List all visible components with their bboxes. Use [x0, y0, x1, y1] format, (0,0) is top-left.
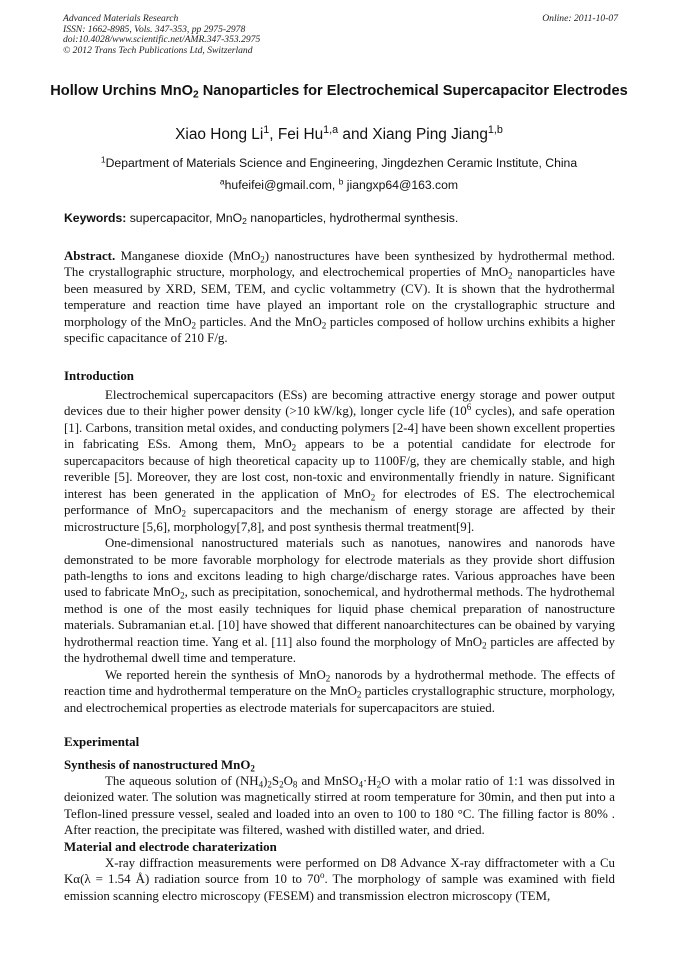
online-date: Online: 2011-10-07 — [542, 13, 618, 24]
characterization-body — [64, 855, 615, 904]
introduction-body — [64, 387, 615, 716]
intro-paragraph-1: Electrochemical supercapacitors (ESs) are becoming attractive energy storage and power output devices due to their higher power density (>10 kW/kg), longer cycle life ($10^6$ cycles), and safe operation [1]. Carbons, transition metal oxides, and conducting polymers [2-4] have been shown excellent properties in fabricating ESs. Among them, MnO$_2$ appears to be a potential candidate for electrode for supercapacitors because of high theoretical capacity up to 1100F/g, they are chemically stable, and high reverible [5]. Moreover, they are lost cost, non-toxic and environmentally friendly in nature. Significant interest has been generated in the application of MnO$_2$ for electrodes of ES. The electrochemical performance of MnO$_2$ supercapacitors and the mechanism of energy storage are affected by their microstructure [5,6], morphology[7,8], and post synthesis thermal treatment[9]. — [64, 388, 615, 534]
journal-name: Advanced Materials Research — [63, 13, 179, 24]
subsection-heading-synthesis: Synthesis of nanostructured MnO$_2$ — [64, 758, 255, 774]
copyright-line: © 2012 Trans Tech Publications Ltd, Switzerland — [63, 44, 253, 56]
synthesis-paragraph: The aqueous solution of $(NH_4)_2S_2O_8$ and $MnSO_4\cdot H_2O$ with a molar ratio of 1:1 was dissolved in deionized water. The solution was magnetically stirred at room temperature for 30min, and then put into a Teflon-lined pressure vessel, sealed and loaded into an oven to 100 to 180 °C. The filling factor is 80% . After reaction, the precipitate was filtered, washed with distilled water, and dried. — [64, 774, 616, 838]
abstract-label: Abstract. — [64, 249, 116, 263]
intro-paragraph-2: One-dimensional nanostructured materials such as nanotues, nanowires and nanorods have demonstrated to be more favorable morphology for electrode materials as they provide short diffusion path-lengths to ions and excitons leading to high charge/discharge rates. Various approaches have been used to fabricate MnO$_2$, such as precipitation, sonochemical, and hydrothermal methods. The hydrothemal method is one of the most easily techniques for liquid phase chemical preparation of nanostructure materials. Subramanian et.al. [10] have showed that different nanoarchitectures can be obained by varying hydrothermal reaction time. Yang et al. [11] also found the morphology of MnO$_2$ particles are affected by the hydrothemal dwell time and temperature. — [64, 536, 615, 666]
author-emails: $^a$hufeifei@gmail.com, $^b$ jiangxp64@163.com — [219, 176, 459, 192]
synthesis-body — [64, 773, 615, 839]
keywords-text: supercapacitor, MnO$_2$ nanoparticles, hydrothermal synthesis. — [126, 211, 459, 227]
section-heading-introduction: Introduction — [64, 369, 134, 383]
section-heading-experimental: Experimental — [64, 735, 140, 749]
abstract — [64, 248, 615, 347]
author-list: Xiao Hong Li$^1$, Fei Hu$^{1,a}$ and Xiang Ping Jiang$^{1,b}$ — [175, 124, 503, 143]
paper-title: Hollow Urchins MnO$_2$ Nanoparticles for Electrochemical Supercapacitor Electrodes — [50, 83, 628, 101]
journal-header — [63, 14, 618, 56]
abstract-text: Manganese dioxide (MnO$_2$) nanostructures have been synthesized by hydrothermal method. The crystallographic structure, morphology, and electrochemical properties of MnO$_2$ nanoparticles have been measured by XRD, SEM, TEM, and cyclic voltammetry (CV). It is shown that the hydrothermal temperature and reaction time have played an important role on the crystallographic structure and morphology of the MnO$_2$ particles. And the MnO$_2$ particles composed of hollow urchins exhibits a higher specific capacitance of 210 F/g. — [64, 249, 616, 346]
affiliation: $^1$Department of Materials Science and Engineering, Jingdezhen Ceramic Institute, China — [100, 154, 578, 170]
issn-line: ISSN: 1662-8985, Vols. 347-353, pp 2975-2978 — [63, 23, 246, 35]
keywords — [64, 210, 616, 226]
subsection-heading-characterization: Material and electrode charaterization — [64, 840, 277, 854]
characterization-paragraph: X-ray diffraction measurements were performed on D8 Advance X-ray diffractometer with a Cu Kα(λ = 1.54 Å) radiation source from 10 to 70$^o$. The morphology of sample was examined with field emission scanning electro microscopy (FESEM) and transmission electron microscopy (TEM, — [64, 856, 615, 903]
keywords-label: Keywords: — [64, 211, 127, 225]
doi-line: doi:10.4028/www.scientific.net/AMR.347-353.2975 — [63, 34, 261, 46]
intro-paragraph-3: We reported herein the synthesis of MnO$_2$ nanorods by a hydrothermal methode. The effects of reaction time and hydrothermal temperature on the MnO$_2$ particles crystallographic structure, morphology, and electrochemical properties as electrode materials for supercapacitors are stuied. — [64, 667, 615, 715]
